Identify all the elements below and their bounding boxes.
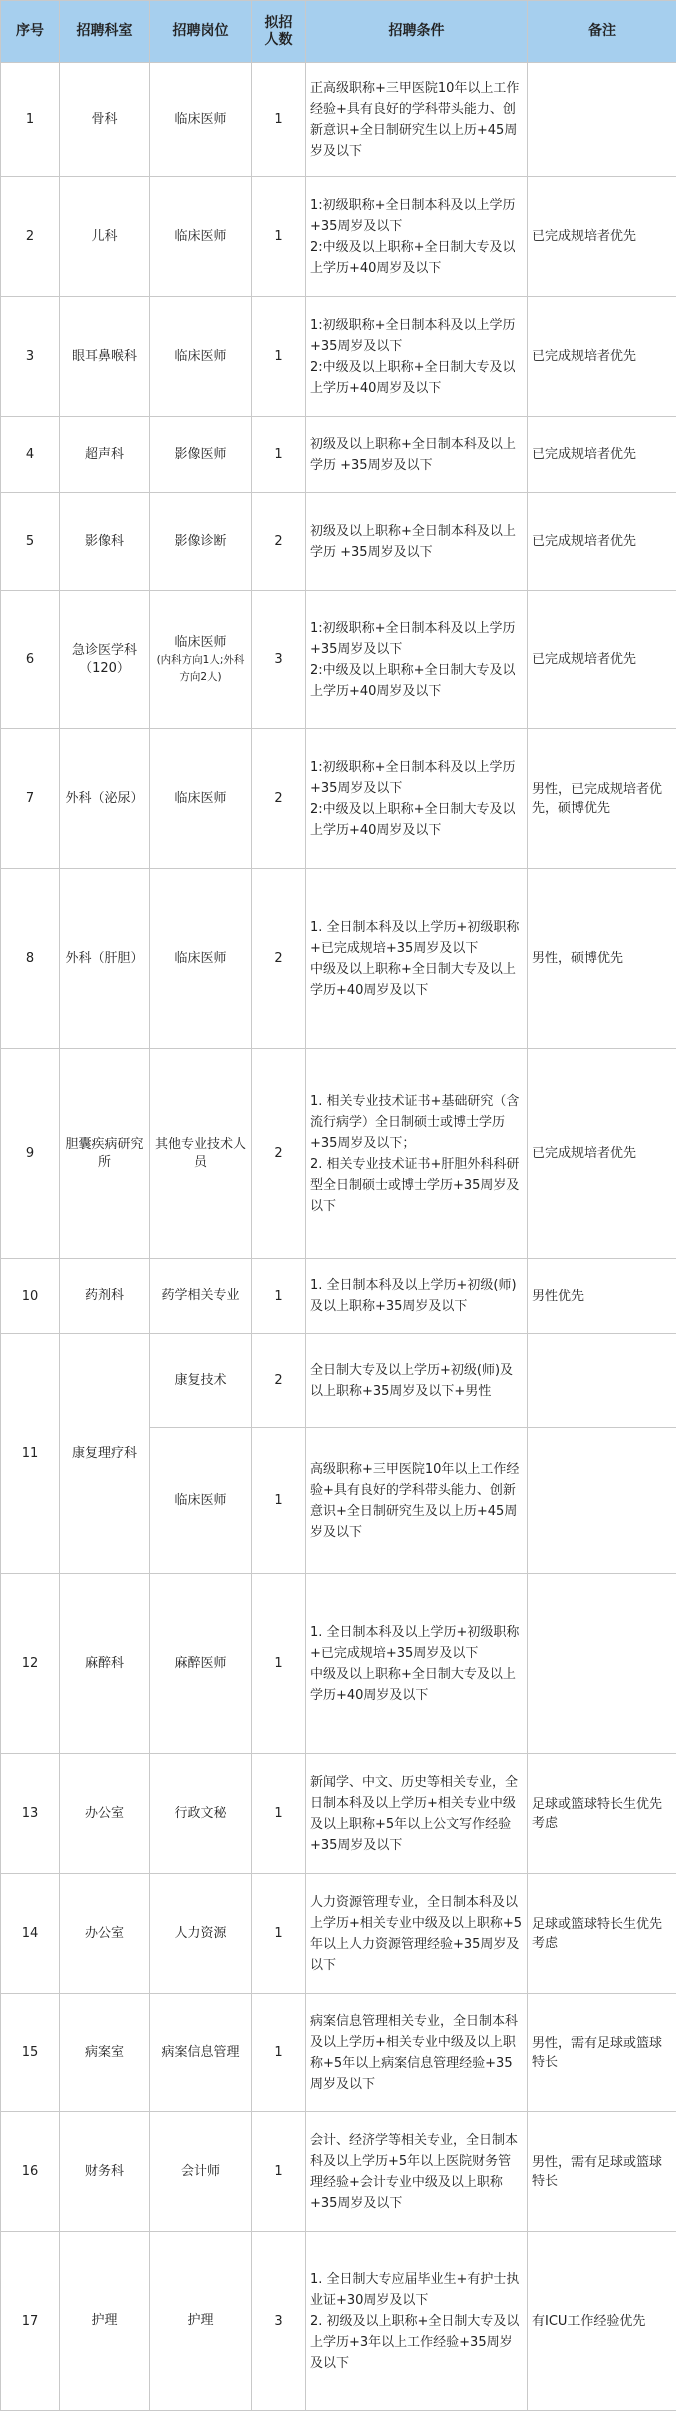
table-row: [1, 1049, 676, 1259]
row-count: 2: [252, 729, 306, 869]
table-row: [1, 417, 676, 493]
row-notes: 足球或篮球特长生优先考虑: [528, 1874, 676, 1994]
row-requirements: 1. 全日制本科及以上学历+初级职称+已完成规培+35周岁及以下 中级及以上职称+全日制大专及以上学历+40周岁及以下: [306, 1574, 528, 1754]
row-requirements: 1:初级职称+全日制本科及以上学历 +35周岁及以下 2:中级及以上职称+全日制大专及以上学历+40周岁及以下: [306, 177, 528, 297]
row-position-note: (内科方向1人;外科方向2人): [156, 653, 245, 683]
row-dept: 病案室: [60, 1994, 150, 2112]
row-no: 14: [1, 1874, 60, 1994]
row-requirements: 1. 全日制本科及以上学历+初级职称+已完成规培+35周岁及以下 中级及以上职称+全日制大专及以上学历+40周岁及以下: [306, 869, 528, 1049]
row-dept: 外科（肝胆）: [60, 869, 150, 1049]
row-position: 临床医师: [150, 63, 252, 177]
row-count: 1: [252, 1874, 306, 1994]
row-no: 11: [1, 1334, 60, 1574]
row-count: 1: [252, 1754, 306, 1874]
row-position: 病案信息管理: [150, 1994, 252, 2112]
row-position: 康复技术: [150, 1334, 252, 1428]
row-requirements: 1:初级职称+全日制本科及以上学历 +35周岁及以下 2:中级及以上职称+全日制大专及以上学历+40周岁及以下: [306, 729, 528, 869]
row-count: 1: [252, 417, 306, 493]
row-notes: 已完成规培者优先: [528, 591, 676, 729]
row-position: 药学相关专业: [150, 1259, 252, 1334]
row-requirements: 会计、经济学等相关专业，全日制本科及以上学历+5年以上医院财务管理经验+会计专业中级及以上职称+35周岁及以下: [306, 2112, 528, 2232]
row-no: 17: [1, 2232, 60, 2411]
row-position: 其他专业技术人员: [150, 1049, 252, 1259]
row-notes: 男性，需有足球或篮球特长: [528, 1994, 676, 2112]
row-dept: 儿科: [60, 177, 150, 297]
row-requirements: 初级及以上职称+全日制本科及以上学历 +35周岁及以下: [306, 493, 528, 591]
row-requirements: 1. 全日制大专应届毕业生+有护士执业证+30周岁及以下 2. 初级及以上职称+全日制大专及以上学历+3年以上工作经验+35周岁及以下: [306, 2232, 528, 2411]
row-count: 2: [252, 1049, 306, 1259]
row-no: 5: [1, 493, 60, 591]
row-count: 1: [252, 177, 306, 297]
row-count: 1: [252, 63, 306, 177]
row-count: 2: [252, 869, 306, 1049]
row-count: 1: [252, 297, 306, 417]
row-dept: 财务科: [60, 2112, 150, 2232]
row-no: 7: [1, 729, 60, 869]
header-row: [1, 1, 676, 63]
table-row: [1, 1874, 676, 1994]
row-count: 1: [252, 1259, 306, 1334]
row-no: 4: [1, 417, 60, 493]
row-dept: 康复理疗科: [60, 1334, 150, 1574]
row-no: 16: [1, 2112, 60, 2232]
row-notes: 男性，需有足球或篮球特长: [528, 2112, 676, 2232]
row-requirements: 病案信息管理相关专业，全日制本科及以上学历+相关专业中级及以上职称+5年以上病案信息管理经验+35周岁及以下: [306, 1994, 528, 2112]
row-requirements: 人力资源管理专业，全日制本科及以上学历+相关专业中级及以上职称+5年以上人力资源管理经验+35周岁及以下: [306, 1874, 528, 1994]
row-dept: 急诊医学科（120）: [60, 591, 150, 729]
row-dept: 超声科: [60, 417, 150, 493]
row-dept: 胆囊疾病研究所: [60, 1049, 150, 1259]
row-position: 行政文秘: [150, 1754, 252, 1874]
header-requirements: 招聘条件: [306, 1, 528, 63]
table-row: [1, 869, 676, 1049]
row-no: 6: [1, 591, 60, 729]
table-row: [1, 1754, 676, 1874]
row-dept: 眼耳鼻喉科: [60, 297, 150, 417]
table-row: [1, 2232, 676, 2411]
row-requirements: 新闻学、中文、历史等相关专业，全日制本科及以上学历+相关专业中级及以上职称+5年以上公文写作经验+35周岁及以下: [306, 1754, 528, 1874]
row-notes: 男性，已完成规培者优先，硕博优先: [528, 729, 676, 869]
row-count: 1: [252, 2112, 306, 2232]
row-dept: 办公室: [60, 1754, 150, 1874]
row-position-cell: [150, 591, 252, 729]
row-no: 15: [1, 1994, 60, 2112]
row-notes: [528, 1334, 676, 1428]
row-dept: 麻醉科: [60, 1574, 150, 1754]
row-position: 影像诊断: [150, 493, 252, 591]
row-position: 麻醉医师: [150, 1574, 252, 1754]
table-row: [1, 63, 676, 177]
row-count: 3: [252, 591, 306, 729]
row-requirements: 全日制大专及以上学历+初级(师)及以上职称+35周岁及以下+男性: [306, 1334, 528, 1428]
row-no: 9: [1, 1049, 60, 1259]
row-notes: [528, 1574, 676, 1754]
row-requirements: 1. 全日制本科及以上学历+初级(师)及以上职称+35周岁及以下: [306, 1259, 528, 1334]
row-no: 2: [1, 177, 60, 297]
row-count: 2: [252, 493, 306, 591]
row-count: 2: [252, 1334, 306, 1428]
table-row: [1, 2112, 676, 2232]
row-position: 临床医师: [150, 177, 252, 297]
header-position: 招聘岗位: [150, 1, 252, 63]
row-dept: 影像科: [60, 493, 150, 591]
header-no: 序号: [1, 1, 60, 63]
row-position: 临床医师: [150, 869, 252, 1049]
row-requirements: 高级职称+三甲医院10年以上工作经验+具有良好的学科带头能力、创新意识+全日制研究生及以上历+45周岁及以下: [306, 1428, 528, 1574]
table-row: [1, 297, 676, 417]
table-row: [1, 1334, 676, 1428]
row-notes: 已完成规培者优先: [528, 1049, 676, 1259]
header-dept: 招聘科室: [60, 1, 150, 63]
row-no: 8: [1, 869, 60, 1049]
row-count: 1: [252, 1994, 306, 2112]
row-dept: 骨科: [60, 63, 150, 177]
table-row: [1, 1574, 676, 1754]
row-dept: 办公室: [60, 1874, 150, 1994]
table-row: [1, 1994, 676, 2112]
row-count: 1: [252, 1574, 306, 1754]
row-position: 影像医师: [150, 417, 252, 493]
row-notes: [528, 63, 676, 177]
row-count: 1: [252, 1428, 306, 1574]
row-notes: 已完成规培者优先: [528, 297, 676, 417]
row-notes: 足球或篮球特长生优先考虑: [528, 1754, 676, 1874]
row-notes: 已完成规培者优先: [528, 177, 676, 297]
row-notes: [528, 1428, 676, 1574]
table-row: [1, 591, 676, 729]
table-row: [1, 493, 676, 591]
row-requirements: 1:初级职称+全日制本科及以上学历 +35周岁及以下 2:中级及以上职称+全日制大专及以上学历+40周岁及以下: [306, 591, 528, 729]
row-position: 护理: [150, 2232, 252, 2411]
table-row: [1, 177, 676, 297]
row-position: 临床医师: [150, 729, 252, 869]
row-notes: 男性优先: [528, 1259, 676, 1334]
row-count: 3: [252, 2232, 306, 2411]
row-notes: 男性，硕博优先: [528, 869, 676, 1049]
row-no: 13: [1, 1754, 60, 1874]
row-position: 人力资源: [150, 1874, 252, 1994]
row-no: 1: [1, 63, 60, 177]
header-count: 拟招人数: [252, 1, 306, 63]
row-requirements: 初级及以上职称+全日制本科及以上学历 +35周岁及以下: [306, 417, 528, 493]
header-notes: 备注: [528, 1, 676, 63]
row-dept: 外科（泌尿）: [60, 729, 150, 869]
table-row: [1, 1259, 676, 1334]
row-notes: 已完成规培者优先: [528, 493, 676, 591]
row-no: 10: [1, 1259, 60, 1334]
row-position: 临床医师: [150, 297, 252, 417]
row-position: 临床医师: [174, 634, 227, 650]
row-no: 3: [1, 297, 60, 417]
row-requirements: 1. 相关专业技术证书+基础研究（含流行病学）全日制硕士或博士学历+35周岁及以下； 2. 相关专业技术证书+肝胆外科科研型全日制硕士或博士学历+35周岁及以下: [306, 1049, 528, 1259]
row-position: 临床医师: [150, 1428, 252, 1574]
row-dept: 药剂科: [60, 1259, 150, 1334]
row-no: 12: [1, 1574, 60, 1754]
row-requirements: 正高级职称+三甲医院10年以上工作经验+具有良好的学科带头能力、创新意识+全日制研究生以上历+45周岁及以下: [306, 63, 528, 177]
table-row: [1, 729, 676, 869]
row-notes: 已完成规培者优先: [528, 417, 676, 493]
row-requirements: 1:初级职称+全日制本科及以上学历 +35周岁及以下 2:中级及以上职称+全日制大专及以上学历+40周岁及以下: [306, 297, 528, 417]
row-notes: 有ICU工作经验优先: [528, 2232, 676, 2411]
row-dept: 护理: [60, 2232, 150, 2411]
row-position: 会计师: [150, 2112, 252, 2232]
